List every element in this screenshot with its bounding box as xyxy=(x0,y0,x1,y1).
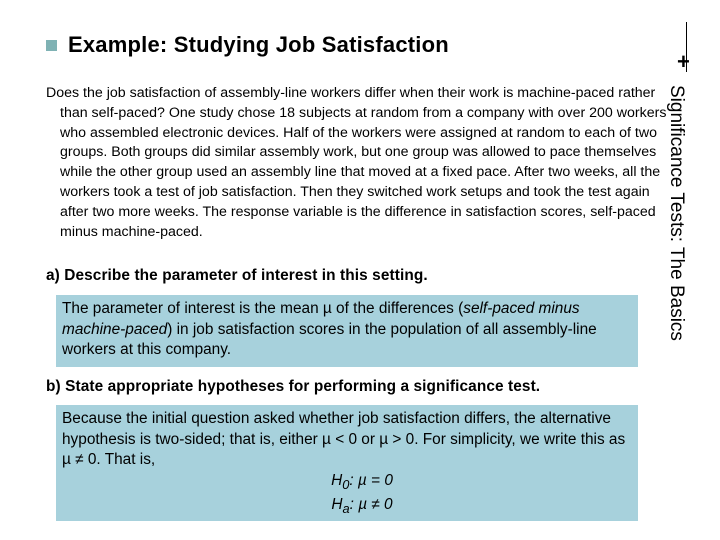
side-caption: Significance Tests: The Basics xyxy=(666,85,687,341)
answer-b-text: Because the initial question asked whether job satisfaction differs, the alternative hypothesis is two-sided; that is, either µ < 0 or µ > 0. For simplicity, we write this as µ ≠ 0. That is, xyxy=(62,410,626,468)
alt-hypothesis xyxy=(62,495,632,520)
answer-a-box xyxy=(56,295,638,367)
title-rest: Studying Job Satisfaction xyxy=(167,32,449,57)
title-prefix: Example: xyxy=(68,32,168,57)
question-a-label: a) Describe the parameter of interest in this setting. xyxy=(46,267,428,284)
answer-a-part2: ) in job satisfaction scores in the population of all assembly-line workers at this company. xyxy=(62,320,597,358)
problem-statement: Does the job satisfaction of assembly-line workers differ when their work is machine-paced rather than self-paced? One study chose 18 subjects at random from a company with over 200 workers who assembled electronic devices. Half of the workers were assigned at random to each of two groups. Both groups did similar assembly work, but one group was allowed to pace themselves while the other group used an assembly line that moved at a fixed pace. After two weeks, all the workers took a test of job satisfaction. Then they switched work setups and took the test again after two more weeks. The response variable is the difference in satisfaction scores, self-paced minus machine-paced. xyxy=(46,85,667,240)
question-b: b) State appropriate hypotheses for performing a significance test. xyxy=(46,378,541,395)
h0-symbol: H xyxy=(331,471,343,489)
ha-subscript: a xyxy=(342,501,350,517)
h0-subscript: 0 xyxy=(342,476,350,492)
plus-mark: + xyxy=(677,49,690,74)
ha-rest: : µ ≠ 0 xyxy=(349,496,393,514)
answer-a-italic: self-paced minus machine-paced xyxy=(62,300,580,338)
answer-b-box xyxy=(56,405,638,521)
slide-title xyxy=(68,32,449,58)
h0-rest: : µ = 0 xyxy=(349,471,393,489)
answer-a-part1: The parameter of interest is the mean µ of the differences ( xyxy=(62,300,464,317)
null-hypothesis xyxy=(62,471,632,496)
ha-symbol: H xyxy=(331,496,343,514)
question-a xyxy=(46,267,428,285)
title-bullet xyxy=(46,40,57,51)
